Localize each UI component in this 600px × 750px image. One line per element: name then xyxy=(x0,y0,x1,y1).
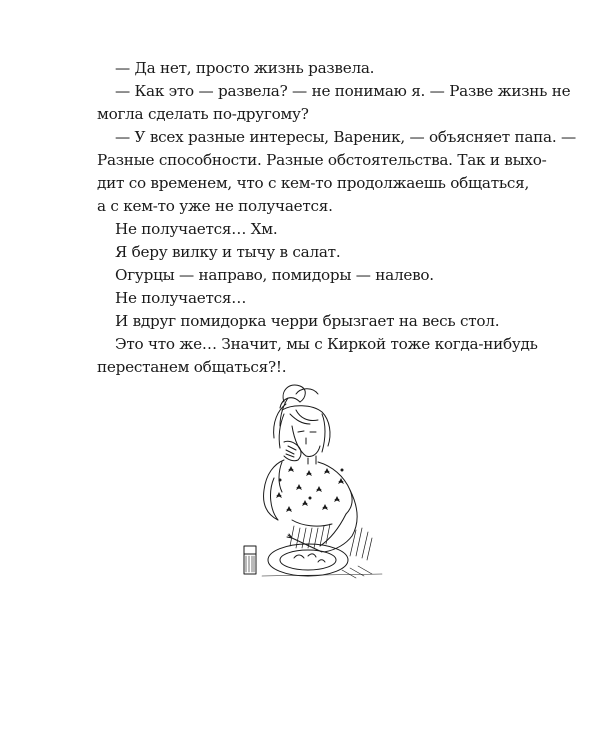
text-line: могла сделать по-другому? xyxy=(97,105,309,123)
text-line: перестанем общаться?!. xyxy=(97,358,287,376)
text-line: дит со временем, что с кем-то продолжаешь общаться, xyxy=(97,174,530,192)
text-line: Я беру вилку и тычу в салат. xyxy=(115,243,341,261)
text-line: Это что же… Значит, мы с Киркой тоже когда-нибудь xyxy=(115,335,538,353)
text-line: — Да нет, просто жизнь развела. xyxy=(115,59,375,77)
text-block xyxy=(97,57,576,379)
text-line: — Как это — развела? — не понимаю я. — Разве жизнь не xyxy=(115,82,571,100)
text-line: Не получается… xyxy=(115,289,247,307)
girl-at-table-illustration xyxy=(222,380,392,600)
text-line: И вдруг помидорка черри брызгает на весь стол. xyxy=(115,312,500,330)
text-line: Разные способности. Разные обстоятельства. Так и выхо- xyxy=(97,151,547,169)
text-line: — У всех разные интересы, Вареник, — объясняет папа. — xyxy=(115,128,576,146)
text-line: Огурцы — направо, помидоры — налево. xyxy=(115,266,434,284)
text-line: а с кем-то уже не получается. xyxy=(97,197,333,215)
text-line: Не получается… Хм. xyxy=(115,220,278,238)
